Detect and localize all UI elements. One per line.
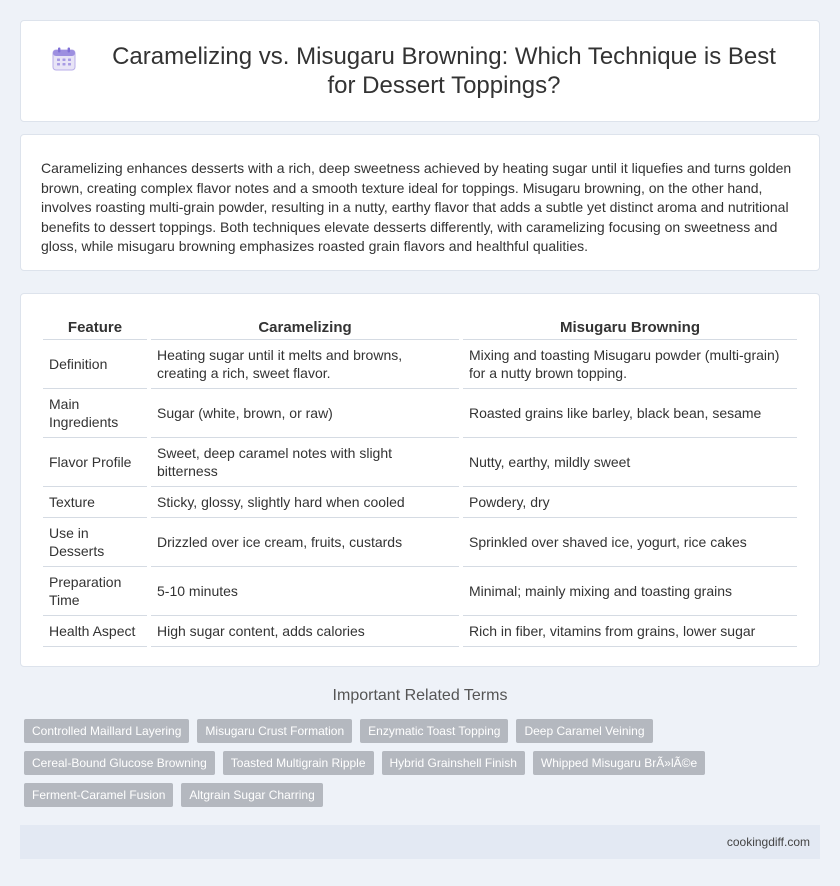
table-row bbox=[43, 487, 797, 518]
table-row bbox=[43, 438, 797, 487]
caramelizing-cell: Sticky, glossy, slightly hard when cooled bbox=[151, 487, 459, 518]
caramelizing-cell: 5-10 minutes bbox=[151, 567, 459, 616]
calendar-icon bbox=[51, 46, 77, 72]
header-card bbox=[20, 20, 820, 122]
intro-paragraph: Caramelizing enhances desserts with a rich, deep sweetness achieved by heating sugar until it liquefies and turns golden brown, creating complex flavor notes and a smooth texture ideal for toppings. Misugaru browning, on the other hand, involves roasting multi-grain powder, resulting in a nutty, earthy flavor that adds a subtle yet distinct aroma and nutritional benefits to dessert toppings. Both techniques elevate desserts differently, with caramelizing focusing on sweetness and gloss, while misugaru browning emphasizes roasted grain flavors and healthful qualities. bbox=[41, 160, 792, 255]
misugaru-cell: Sprinkled over shaved ice, yogurt, rice cakes bbox=[463, 518, 797, 567]
misugaru-cell: Rich in fiber, vitamins from grains, lower sugar bbox=[463, 616, 797, 647]
feature-cell: Health Aspect bbox=[43, 616, 147, 647]
tag-misugaru-crust-formation[interactable]: Misugaru Crust Formation bbox=[197, 719, 352, 743]
misugaru-cell: Roasted grains like barley, black bean, sesame bbox=[463, 389, 797, 438]
related-terms-tags bbox=[20, 719, 820, 807]
feature-cell: Texture bbox=[43, 487, 147, 518]
tag-altgrain-sugar-charring[interactable]: Altgrain Sugar Charring bbox=[181, 783, 322, 807]
tag-deep-caramel-veining[interactable]: Deep Caramel Veining bbox=[516, 719, 652, 743]
footer-site-name: cookingdiff.com bbox=[726, 835, 810, 849]
misugaru-cell: Nutty, earthy, mildly sweet bbox=[463, 438, 797, 487]
misugaru-cell: Powdery, dry bbox=[463, 487, 797, 518]
comparison-table bbox=[39, 316, 801, 647]
table-row bbox=[43, 518, 797, 567]
tag-enzymatic-toast-topping[interactable]: Enzymatic Toast Topping bbox=[360, 719, 508, 743]
column-header-feature: Feature bbox=[43, 316, 147, 340]
related-terms-section bbox=[20, 687, 820, 807]
table-row bbox=[43, 616, 797, 647]
tag-toasted-multigrain-ripple[interactable]: Toasted Multigrain Ripple bbox=[223, 751, 374, 775]
table-row bbox=[43, 340, 797, 389]
feature-cell: Definition bbox=[43, 340, 147, 389]
feature-cell: Flavor Profile bbox=[43, 438, 147, 487]
caramelizing-cell: Sugar (white, brown, or raw) bbox=[151, 389, 459, 438]
misugaru-cell: Minimal; mainly mixing and toasting grains bbox=[463, 567, 797, 616]
tag-cereal-bound-glucose-browning[interactable]: Cereal-Bound Glucose Browning bbox=[24, 751, 215, 775]
page-title: Caramelizing vs. Misugaru Browning: Which Technique is Best for Dessert Toppings? bbox=[112, 43, 776, 99]
table-header-row bbox=[43, 316, 797, 340]
table-row bbox=[43, 567, 797, 616]
footer bbox=[20, 825, 820, 859]
tag-whipped-misugaru-brulee[interactable]: Whipped Misugaru BrÃ»lÃ©e bbox=[533, 751, 705, 775]
column-header-misugaru: Misugaru Browning bbox=[463, 316, 797, 340]
caramelizing-cell: Drizzled over ice cream, fruits, custards bbox=[151, 518, 459, 567]
caramelizing-cell: Sweet, deep caramel notes with slight bitterness bbox=[151, 438, 459, 487]
feature-cell: Main Ingredients bbox=[43, 389, 147, 438]
tag-controlled-maillard-layering[interactable]: Controlled Maillard Layering bbox=[24, 719, 189, 743]
tag-ferment-caramel-fusion[interactable]: Ferment-Caramel Fusion bbox=[24, 783, 173, 807]
related-terms-title: Important Related Terms bbox=[332, 687, 508, 704]
misugaru-cell: Mixing and toasting Misugaru powder (multi-grain) for a nutty brown topping. bbox=[463, 340, 797, 389]
column-header-caramelizing: Caramelizing bbox=[151, 316, 459, 340]
feature-cell: Preparation Time bbox=[43, 567, 147, 616]
intro-card bbox=[20, 134, 820, 271]
caramelizing-cell: Heating sugar until it melts and browns, creating a rich, sweet flavor. bbox=[151, 340, 459, 389]
title-row bbox=[51, 42, 789, 100]
feature-cell: Use in Desserts bbox=[43, 518, 147, 567]
table-row bbox=[43, 389, 797, 438]
comparison-table-card bbox=[20, 293, 820, 667]
tag-hybrid-grainshell-finish[interactable]: Hybrid Grainshell Finish bbox=[382, 751, 525, 775]
caramelizing-cell: High sugar content, adds calories bbox=[151, 616, 459, 647]
